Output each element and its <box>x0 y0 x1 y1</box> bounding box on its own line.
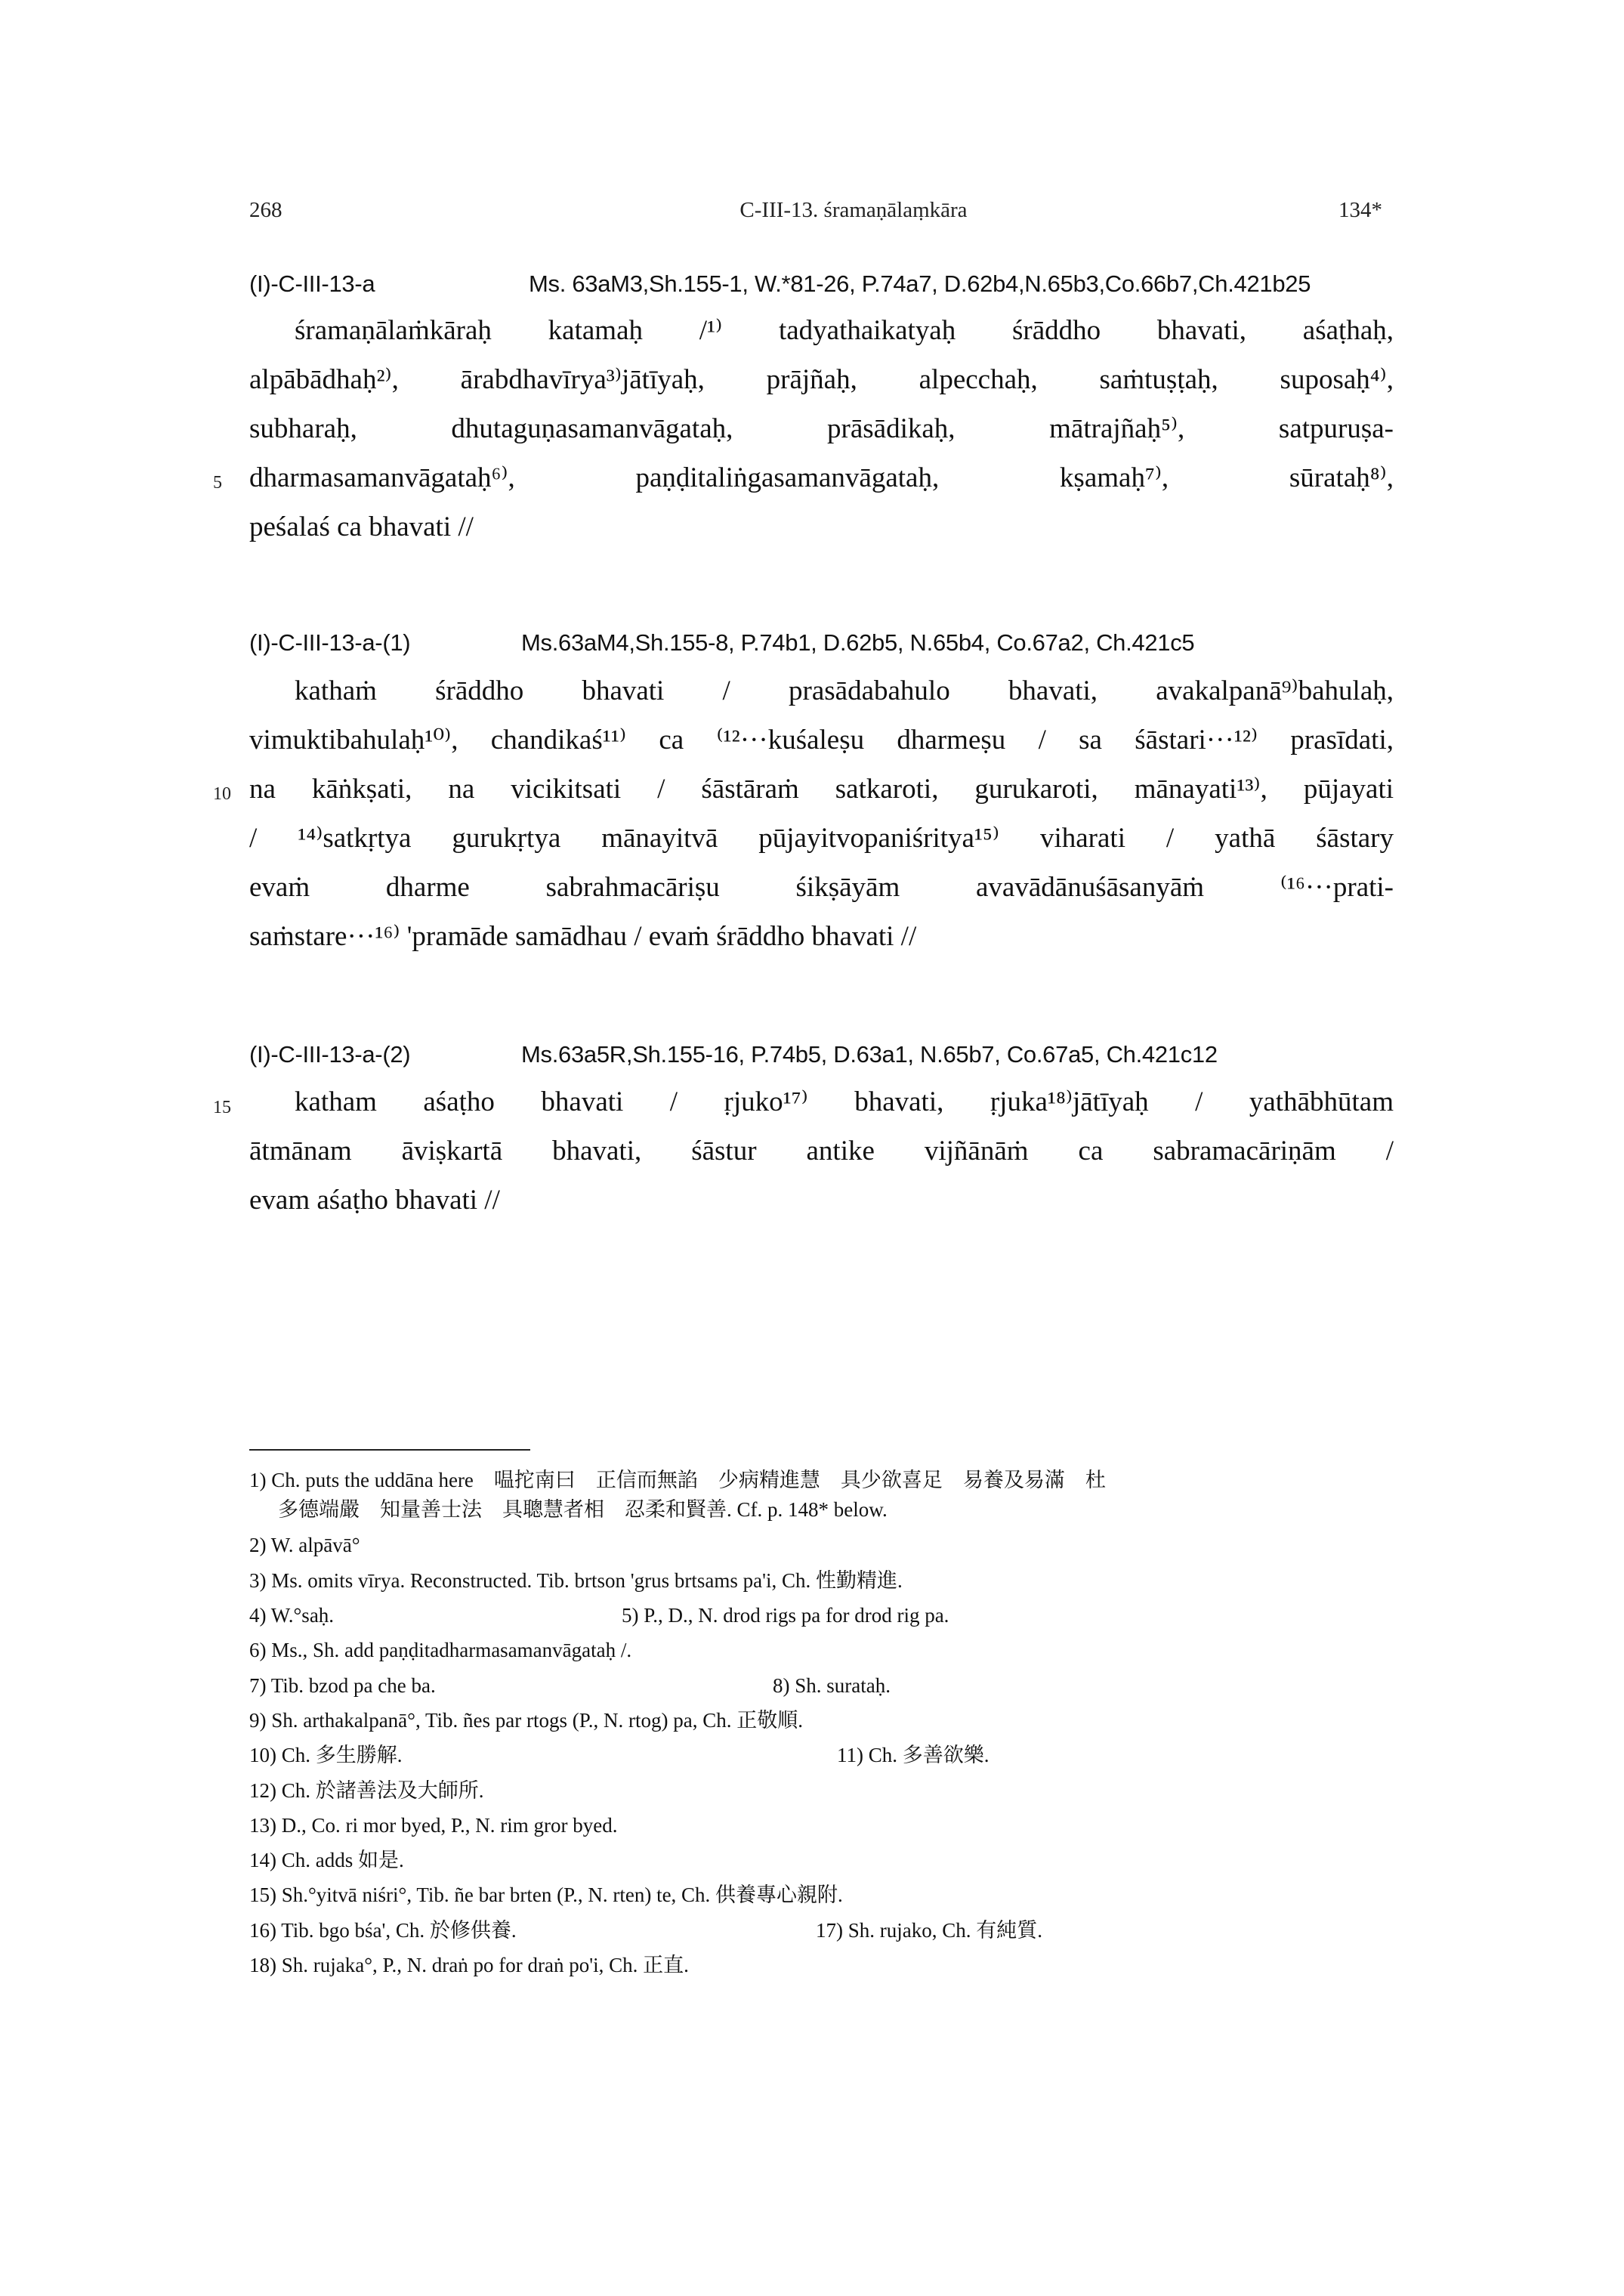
line-number: 10 <box>213 784 231 804</box>
footnote: 9) Sh. arthakalpanā°, Tib. ñes par rtogs (P., N. rtog) pa, Ch. 正敬順. <box>249 1709 803 1732</box>
text-line: alpābādhaḥ²⁾, ārabdhavīrya³⁾jātīyaḥ, prājñaḥ, alpecchaḥ, saṁtuṣṭaḥ, suposaḥ⁴⁾, <box>249 364 1394 395</box>
line-number: 15 <box>213 1098 231 1117</box>
footnote: 11) Ch. 多善欲樂. <box>837 1744 990 1766</box>
text-line: kathaṁ śrāddho bhavati / prasādabahulo bhavati, avakalpanā⁹⁾bahulaḥ, <box>295 675 1394 706</box>
manuscript-references: Ms.63a5R,Sh.155-16, P.74b5, D.63a1, N.65b7, Co.67a5, Ch.421c12 <box>521 1041 1218 1068</box>
footnote: 1) Ch. puts the uddāna here 嗢拕南曰 正信而無諂 少病精進慧 具少欲喜足 易養及易滿 杜 <box>249 1469 1106 1491</box>
folio-number: 134* <box>1338 198 1382 222</box>
footnote: 4) W.°saḥ. <box>249 1604 335 1627</box>
text-line: subharaḥ, dhutaguṇasamanvāgataḥ, prāsādikaḥ, mātrajñaḥ⁵⁾, satpuruṣa- <box>249 413 1394 444</box>
manuscript-references: Ms.63aM4,Sh.155-8, P.74b1, D.62b5, N.65b4, Co.67a2, Ch.421c5 <box>521 629 1195 656</box>
page-number: 268 <box>249 198 283 222</box>
text-line: evaṁ dharme sabrahmacāriṣu śikṣāyām avavādānuśāsanyāṁ ⁽¹⁶···prati- <box>249 872 1394 903</box>
section-heading <box>249 629 1194 657</box>
footnote: 16) Tib. bgo bśa', Ch. 於修供養. <box>249 1919 517 1942</box>
chapter-title: C-III-13. śramaṇālaṃkāra <box>739 198 968 222</box>
text-line: śramaṇālaṁkāraḥ katamaḥ /¹⁾ tadyathaikatyaḥ śrāddho bhavati, aśaṭhaḥ, <box>295 315 1394 346</box>
footnote: 7) Tib. bzod pa che ba. <box>249 1674 436 1697</box>
footnote: 14) Ch. adds 如是. <box>249 1849 404 1871</box>
footnote: 13) D., Co. ri mor byed, P., N. rim gror byed. <box>249 1814 618 1837</box>
text-line: saṁstare···¹⁶⁾ 'pramāde samādhau / evaṁ śrāddho bhavati // <box>249 921 917 952</box>
section-id: (I)-C-III-13-a <box>249 270 375 297</box>
line-number: 5 <box>213 473 222 493</box>
footnote: 12) Ch. 於諸善法及大師所. <box>249 1779 484 1802</box>
text-line: / ¹⁴⁾satkṛtya gurukṛtya mānayitvā pūjayitvopaniśritya¹⁵⁾ viharati / yathā śāstary <box>249 823 1394 854</box>
footnote: 15) Sh.°yitvā niśri°, Tib. ñe bar brten (P., N. rten) te, Ch. 供養專心親附. <box>249 1883 843 1906</box>
section-id: (I)-C-III-13-a-(1) <box>249 629 411 656</box>
section-heading <box>249 270 1311 298</box>
footnote: 8) Sh. surataḥ. <box>773 1674 891 1697</box>
footnote: 5) P., D., N. drod rigs pa for drod rig pa. <box>622 1604 949 1627</box>
section-id: (I)-C-III-13-a-(2) <box>249 1041 411 1068</box>
text-line: ātmānam āviṣkartā bhavati, śāstur antike vijñānāṁ ca sabramacāriṇām / <box>249 1136 1394 1167</box>
running-head <box>249 198 1382 228</box>
footnote: 18) Sh. rujaka°, P., N. draṅ po for draṅ po'i, Ch. 正直. <box>249 1954 689 1976</box>
footnote: 10) Ch. 多生勝解. <box>249 1744 403 1766</box>
text-line: katham aśaṭho bhavati / ṛjuko¹⁷⁾ bhavati, ṛjuka¹⁸⁾jātīyaḥ / yathābhūtam <box>295 1086 1394 1117</box>
text-line: na kāṅkṣati, na vicikitsati / śāstāraṁ satkaroti, gurukaroti, mānayati¹³⁾, pūjayati <box>249 774 1394 805</box>
footnote: 2) W. alpāvā° <box>249 1534 360 1556</box>
text-line: vimuktibahulaḥ¹⁰⁾, chandikaś¹¹⁾ ca ⁽¹²···kuśaleṣu dharmeṣu / sa śāstari···¹²⁾ prasīdati, <box>249 725 1394 756</box>
manuscript-references: Ms. 63aM3,Sh.155-1, W.*81-26, P.74a7, D.62b4,N.65b3,Co.66b7,Ch.421b25 <box>529 270 1311 297</box>
footnote: 3) Ms. omits vīrya. Reconstructed. Tib. brtson 'grus brtsams pa'i, Ch. 性勤精進. <box>249 1569 903 1592</box>
footnote-rule <box>249 1449 530 1451</box>
section-heading <box>249 1041 1218 1068</box>
footnote: 6) Ms., Sh. add paṇḍitadharmasamanvāgataḥ /. <box>249 1639 632 1661</box>
text-line: evam aśaṭho bhavati // <box>249 1185 500 1216</box>
text-line: dharmasamanvāgataḥ⁶⁾, paṇḍitaliṅgasamanvāgataḥ, kṣamaḥ⁷⁾, sūrataḥ⁸⁾, <box>249 462 1394 493</box>
footnote: 多德端嚴 知量善士法 具聰慧者相 忍柔和賢善. Cf. p. 148* below. <box>278 1498 888 1521</box>
text-line: peśalaś ca bhavati // <box>249 511 474 542</box>
footnote: 17) Sh. rujako, Ch. 有純質. <box>816 1919 1042 1942</box>
